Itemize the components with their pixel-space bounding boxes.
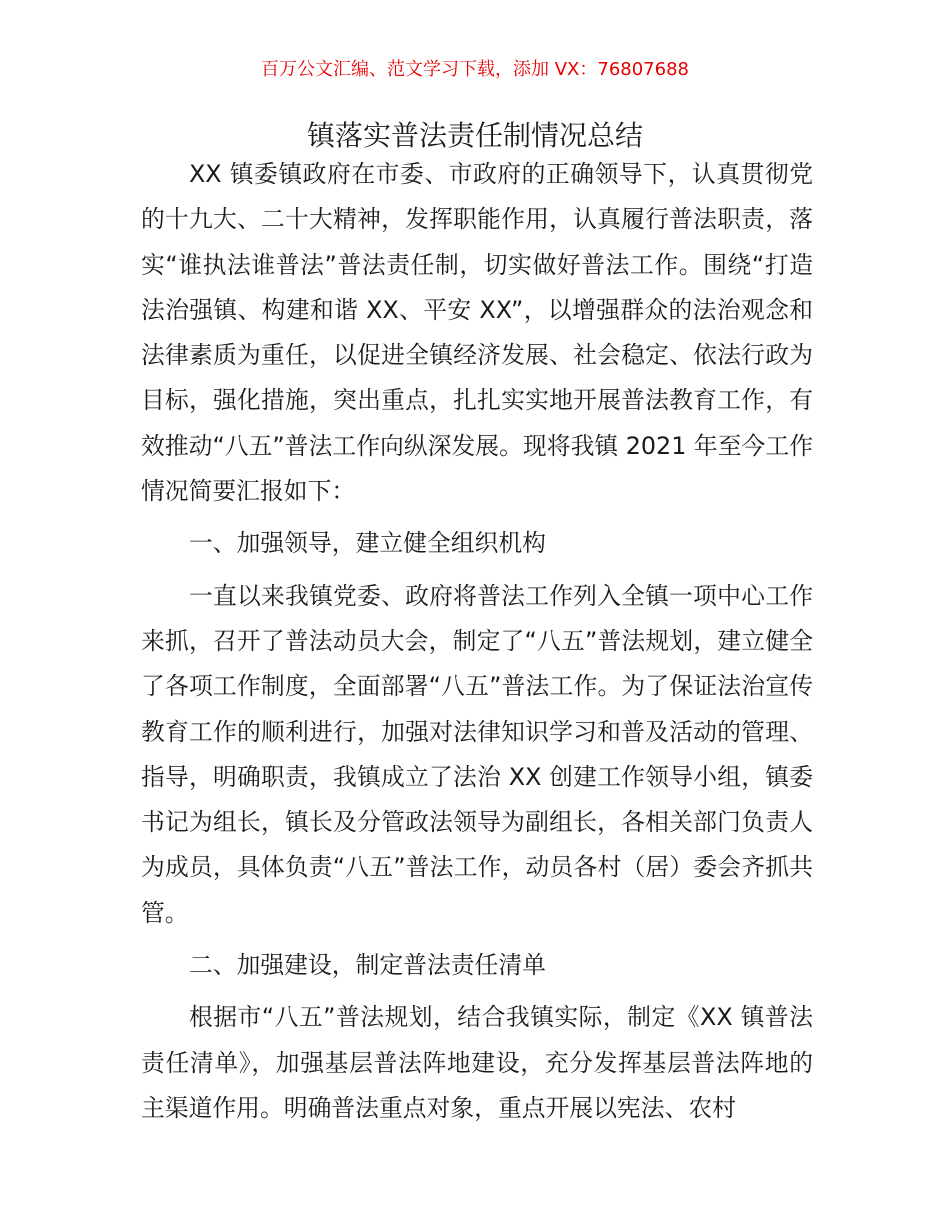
- header-banner: 百万公文汇编、范文学习下载，添加 VX：76807688: [261, 59, 689, 80]
- section-2-heading: 二、加强建设，制定普法责任清单: [189, 951, 546, 980]
- section-1-paragraph: 一直以来我镇党委、政府将普法工作列入全镇一项中心工作来抓，召开了普法动员大会，制定了“八五”普法规划，建立健全了各项工作制度，全面部署“八五”普法工作。为了保证法治宣传教育工作的顺利进行，加强对法律知识学习和普及活动的管理、指导，明确职责，我镇成立了法治 XX 创建工作领导小组，镇委书记为组长，镇长及分管政法领导为副组长，各相关部门负责人为成员，具体负责“八五”普法工作，动员各村（居）委会齐抓共管。: [141, 581, 813, 927]
- section-2-paragraph: 根据市“八五”普法规划，结合我镇实际，制定《XX 镇普法责任清单》，加强基层普法阵地建设，充分发挥基层普法阵地的主渠道作用。明确普法重点对象，重点开展以宪法、农村: [141, 1003, 813, 1122]
- document-body: [141, 152, 813, 1131]
- section-1-heading: 一、加强领导，建立健全组织机构: [189, 529, 546, 558]
- document-title: 镇落实普法责任制情况总结: [306, 119, 643, 152]
- intro-paragraph: XX 镇委镇政府在市委、市政府的正确领导下，认真贯彻党的十九大、二十大精神，发挥职能作用，认真履行普法职责，落实“谁执法谁普法”普法责任制，切实做好普法工作。围绕“打造法治强镇、构建和谐 XX、平安 XX”，以增强群众的法治观念和法律素质为重任，以促进全镇经济发展、社会稳定、依法行政为目标，强化措施，突出重点，扎扎实实地开展普法教育工作，有效推动“八五”普法工作向纵深发展。现将我镇 2021 年至今工作情况简要汇报如下：: [141, 160, 813, 506]
